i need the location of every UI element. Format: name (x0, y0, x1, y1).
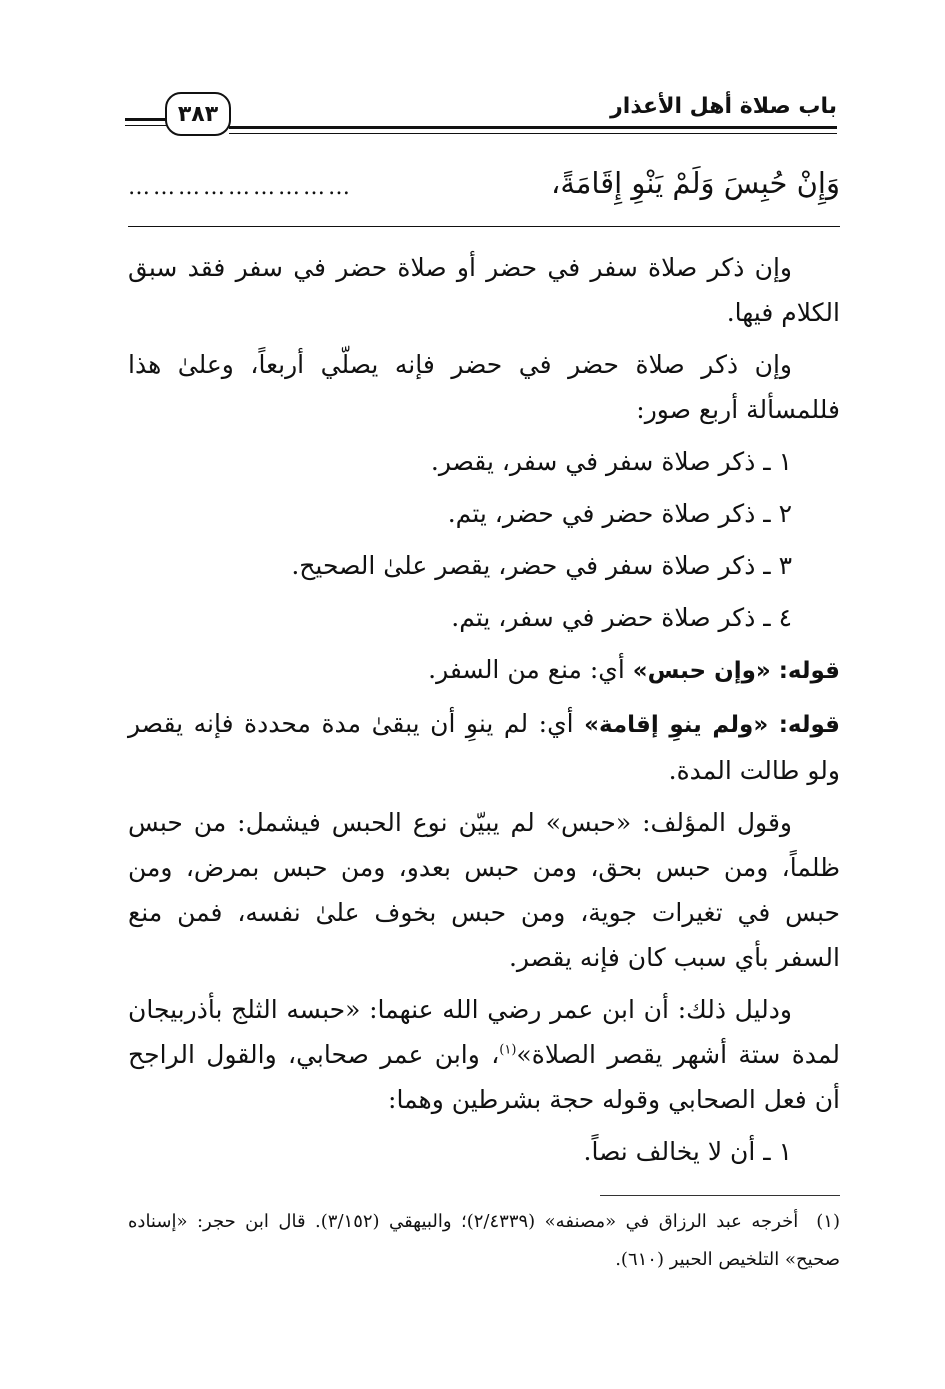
list-item: ٣ ـ ذكر صلاة سفر في حضر، يقصر علىٰ الصحيح. (291, 551, 792, 580)
matn-line (128, 158, 840, 208)
list-item: ١ ـ أن لا يخالف نصاً. (583, 1137, 792, 1166)
page-number: ٣٨٣ (165, 92, 231, 136)
paragraph-text: ودليل ذلك: أن ابن عمر رضي الله عنهما: «حبسه الثلج بأذربيجان لمدة ستة أشهر يقصر الصلاة» (128, 995, 840, 1069)
header-rule (125, 118, 167, 121)
explanation: أي: لم ينوِ أن يبقىٰ مدة محددة فإنه يقصر ولو طالت المدة. (128, 709, 840, 785)
list-item: ١ ـ ذكر صلاة سفر في سفر، يقصر. (430, 447, 792, 476)
explanation: أي: منع من السفر. (428, 655, 633, 684)
footnote (128, 1203, 840, 1279)
chapter-title: باب صلاة أهل الأعذار (610, 94, 837, 119)
commentary-body (128, 245, 840, 1181)
qawluhu-paragraph (128, 647, 840, 694)
footnote-divider (600, 1195, 840, 1196)
paragraph: وقول المؤلف: «حبس» لم يبيّن نوع الحبس فيشمل: من حبس ظلماً، ومن حبس بحق، ومن حبس بعدو، ومن حبس بمرض، ومن حبس في تغيرات جوية، ومن حبس بخوف علىٰ نفسه، فمن منع السفر بأي سبب كان فإنه يقصر. (128, 808, 840, 972)
list-item: ٢ ـ ذكر صلاة حضر في حضر، يتم. (447, 499, 792, 528)
footnote-number: (١) (816, 1211, 840, 1232)
quoted-matn: «ولم ينوِ إقامة» (584, 712, 769, 738)
paragraph-text: ، وابن عمر صحابي، والقول الراجح أن فعل الصحابي وقوله حجة بشرطين وهما: (128, 1040, 840, 1114)
paragraph: وإن ذكر صلاة سفر في حضر أو صلاة حضر في سفر فقد سبق الكلام فيها. (128, 253, 840, 327)
footnote-text: أخرجه عبد الرزاق في «مصنفه» (٢/٤٣٣٩)؛ والبيهقي (٣/١٥٢). قال ابن حجر: «إسناده صحيح» التلخيص الحبير (٦١٠). (128, 1211, 840, 1270)
header-rule (229, 133, 837, 134)
header-rule (125, 125, 167, 126)
qawluhu-label: قوله: (778, 712, 840, 738)
header-rule (229, 126, 837, 129)
matn-dots: ……………………… (128, 175, 353, 200)
quoted-matn: «وإن حبس» (632, 658, 771, 684)
matn-divider (128, 226, 840, 227)
paragraph: وإن ذكر صلاة حضر في حضر فإنه يصلّي أربعاً، وعلىٰ هذا فللمسألة أربع صور: (128, 350, 840, 424)
qawluhu-paragraph (128, 701, 840, 793)
footnote-ref: (١) (499, 1042, 517, 1058)
page-header (125, 92, 837, 152)
matn-text: وَإِنْ حُبِسَ وَلَمْ يَنْوِ إِقَامَةً، (550, 166, 840, 200)
qawluhu-label: قوله: (778, 658, 840, 684)
list-item: ٤ ـ ذكر صلاة حضر في سفر، يتم. (451, 603, 792, 632)
paragraph (128, 987, 840, 1122)
